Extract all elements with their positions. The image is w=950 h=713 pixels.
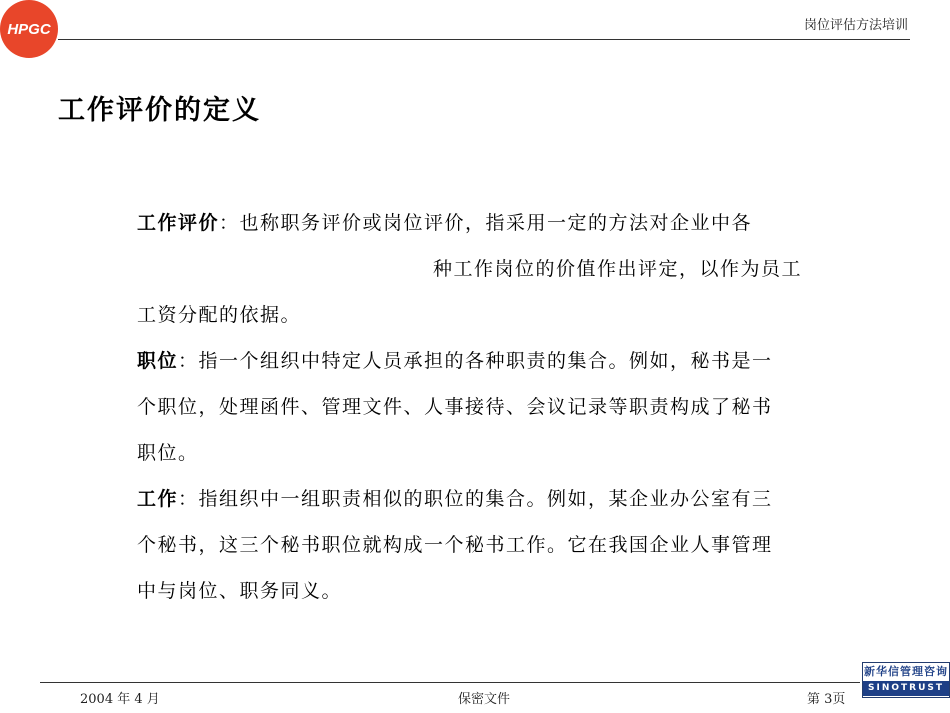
definition-term: 职位 <box>137 350 179 372</box>
footer-confidential: 保密文件 <box>458 692 511 707</box>
footer-page-number: 第 3页 <box>807 692 846 707</box>
definition-text: 个职位，处理函件、管理文件、人事接待、会议记录等职责构成了秘书 <box>137 396 773 418</box>
footer-date: 2004 年 4 月 <box>80 692 160 707</box>
definition-text: ：指组织中一组职责相似的职位的集合。例如，某企业办公室有三 <box>178 488 773 510</box>
sinotrust-logo <box>862 662 950 698</box>
page-title: 工作评价的定义 <box>58 95 261 126</box>
definition-line <box>137 430 877 476</box>
header-divider <box>58 39 910 40</box>
definition-line <box>137 476 877 522</box>
definition-term: 工作评价 <box>137 212 220 234</box>
definition-text: 工资分配的依据。 <box>137 304 302 326</box>
definition-line <box>137 246 877 292</box>
definition-term: 工作 <box>137 488 179 510</box>
definition-text: 个秘书，这三个秘书职位就构成一个秘书工作。它在我国企业人事管理 <box>137 534 773 556</box>
definition-line <box>137 384 877 430</box>
definition-text: ：也称职务评价或岗位评价，指采用一定的方法对企业中各 <box>219 212 753 234</box>
company-logo <box>0 0 58 58</box>
definition-text: 职位。 <box>137 442 199 464</box>
footer-divider <box>40 682 860 683</box>
definition-text: 种工作岗位的价值作出评定，以作为员工 <box>433 258 803 280</box>
definitions-block <box>137 200 877 614</box>
definition-text: 中与岗位、职务同义。 <box>137 580 343 602</box>
definition-line <box>137 568 877 614</box>
logo-text: HPGC <box>7 21 51 38</box>
definition-line <box>137 338 877 384</box>
definition-line <box>137 522 877 568</box>
brand-english-name: SINOTRUST <box>863 681 949 696</box>
brand-chinese-name: 新华信管理咨询 <box>864 665 948 678</box>
definition-line <box>137 200 877 246</box>
definition-line <box>137 292 877 338</box>
presentation-title: 岗位评估方法培训 <box>803 18 908 33</box>
definition-text: ：指一个组织中特定人员承担的各种职责的集合。例如，秘书是一 <box>178 350 773 372</box>
